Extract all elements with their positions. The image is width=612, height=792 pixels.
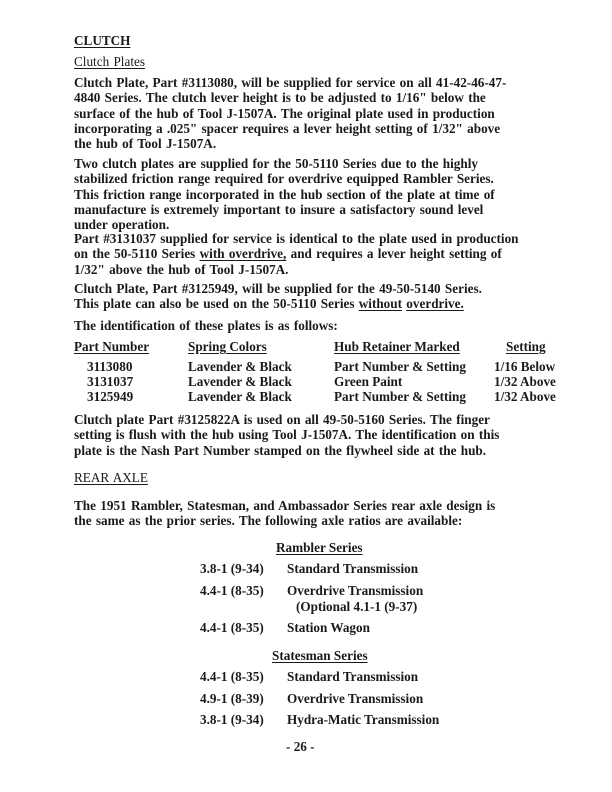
paragraph-two-clutch-plates (74, 156, 495, 232)
table-cell-setting: 1/16 Below (494, 359, 556, 374)
table-cell-setting: 1/32 Above (494, 389, 556, 404)
underlined-text: without (358, 296, 402, 312)
identification-intro: The identification of these plates is as follows: (74, 318, 338, 333)
table-cell-spring-colors: Lavender & Black (188, 389, 292, 404)
table-cell-spring-colors: Lavender & Black (188, 359, 292, 374)
text-line: setting is flush with the hub using Tool J-1507A. The identification on this (74, 427, 500, 443)
text-segment: and requires a lever height setting of (286, 246, 502, 262)
table-header-setting: Setting (506, 339, 546, 354)
ratio-description: Standard Transmission (287, 561, 419, 576)
ratio-description: Hydra-Matic Transmission (287, 712, 440, 727)
ratio-description: Station Wagon (287, 620, 370, 635)
text-line: The 1951 Rambler, Statesman, and Ambassador Series rear axle design is (74, 498, 496, 513)
text-line (74, 246, 519, 261)
statesman-series-title: Statesman Series (272, 648, 368, 663)
ratio: 3.8-1 (9-34) (200, 561, 264, 576)
paragraph-part-3125822a (74, 412, 499, 458)
rambler-series-title: Rambler Series (276, 540, 363, 555)
text-line: plate is the Nash Part Number stamped on the flywheel side at the hub. (74, 442, 487, 458)
ratio-description: Standard Transmission (287, 669, 419, 684)
text-line: surface of the hub of Tool J-1507A. The original plate used in production (74, 105, 495, 121)
text-line: This friction range incorporated in the hub section of the plate at time of (74, 186, 495, 202)
text-line: stabilized friction range required for overdrive equipped Rambler Series. (74, 171, 494, 187)
table-cell-spring-colors: Lavender & Black (188, 374, 292, 389)
paragraph-part-3131037 (74, 231, 519, 277)
table-cell-part-number: 3113080 (87, 359, 133, 374)
text-line: incorporating a .025" spacer requires a lever height setting of 1/32" above (74, 120, 501, 136)
paragraph-rear-axle (74, 498, 495, 529)
ratio-note: (Optional 4.1-1 (9-37) (296, 599, 418, 614)
text-line: Part #3131037 supplied for service is identical to the plate used in production (74, 231, 519, 246)
text-line: Two clutch plates are supplied for the 50-5110 Series due to the highly (74, 156, 478, 171)
text-line: the hub of Tool J-1507A. (74, 136, 217, 152)
table-cell-setting: 1/32 Above (494, 374, 556, 389)
ratio-description: Overdrive Transmission (287, 691, 424, 706)
text-line: manufacture is extremely important to insure a satisfactory sound level (74, 201, 484, 217)
ratio: 4.4-1 (8-35) (200, 669, 264, 684)
text-line: 1/32" above the hub of Tool J-1507A. (74, 261, 289, 277)
ratio: 3.8-1 (9-34) (200, 712, 264, 727)
text-line: Clutch Plate, Part #3113080, will be supplied for service on all 41-42-46-47- (74, 75, 507, 90)
paragraph-clutch-plate-3113080 (74, 75, 506, 151)
text-line (74, 296, 482, 311)
subheading-clutch-plates: Clutch Plates (74, 54, 145, 69)
text-line: Clutch plate Part #3125822A is used on all 49-50-5160 Series. The finger (74, 412, 490, 427)
page-number: - 26 - (286, 739, 315, 754)
table-cell-part-number: 3131037 (87, 374, 134, 389)
paragraph-part-3125949 (74, 281, 482, 312)
ratio-description: Overdrive Transmission (287, 583, 424, 598)
ratio: 4.4-1 (8-35) (200, 620, 264, 635)
table-header-part-number: Part Number (74, 339, 150, 354)
text-line: 4840 Series. The clutch lever height is to be adjusted to 1/16" below the (74, 90, 486, 106)
underlined-text: overdrive. (406, 296, 464, 312)
text-line: under operation. (74, 217, 170, 233)
table-cell-hub-retainer: Green Paint (334, 374, 403, 389)
text-segment: on the 50-5110 Series (74, 246, 200, 262)
table-cell-hub-retainer: Part Number & Setting (334, 389, 466, 404)
heading-clutch: CLUTCH (74, 33, 131, 48)
ratio: 4.9-1 (8-39) (200, 691, 264, 706)
ratio: 4.4-1 (8-35) (200, 583, 264, 598)
text-segment: This plate can also be used on the 50-5110 Series (74, 296, 359, 312)
text-line: Clutch Plate, Part #3125949, will be supplied for the 49-50-5140 Series. (74, 281, 482, 296)
table-cell-part-number: 3125949 (87, 389, 134, 404)
text-line: the same as the prior series. The following axle ratios are available: (74, 513, 463, 529)
table-header-spring-colors: Spring Colors (188, 339, 267, 354)
table-header-hub-retainer: Hub Retainer Marked (334, 339, 460, 354)
heading-rear-axle: REAR AXLE (74, 470, 148, 485)
table-cell-hub-retainer: Part Number & Setting (334, 359, 466, 374)
underlined-text: with overdrive, (199, 246, 287, 262)
